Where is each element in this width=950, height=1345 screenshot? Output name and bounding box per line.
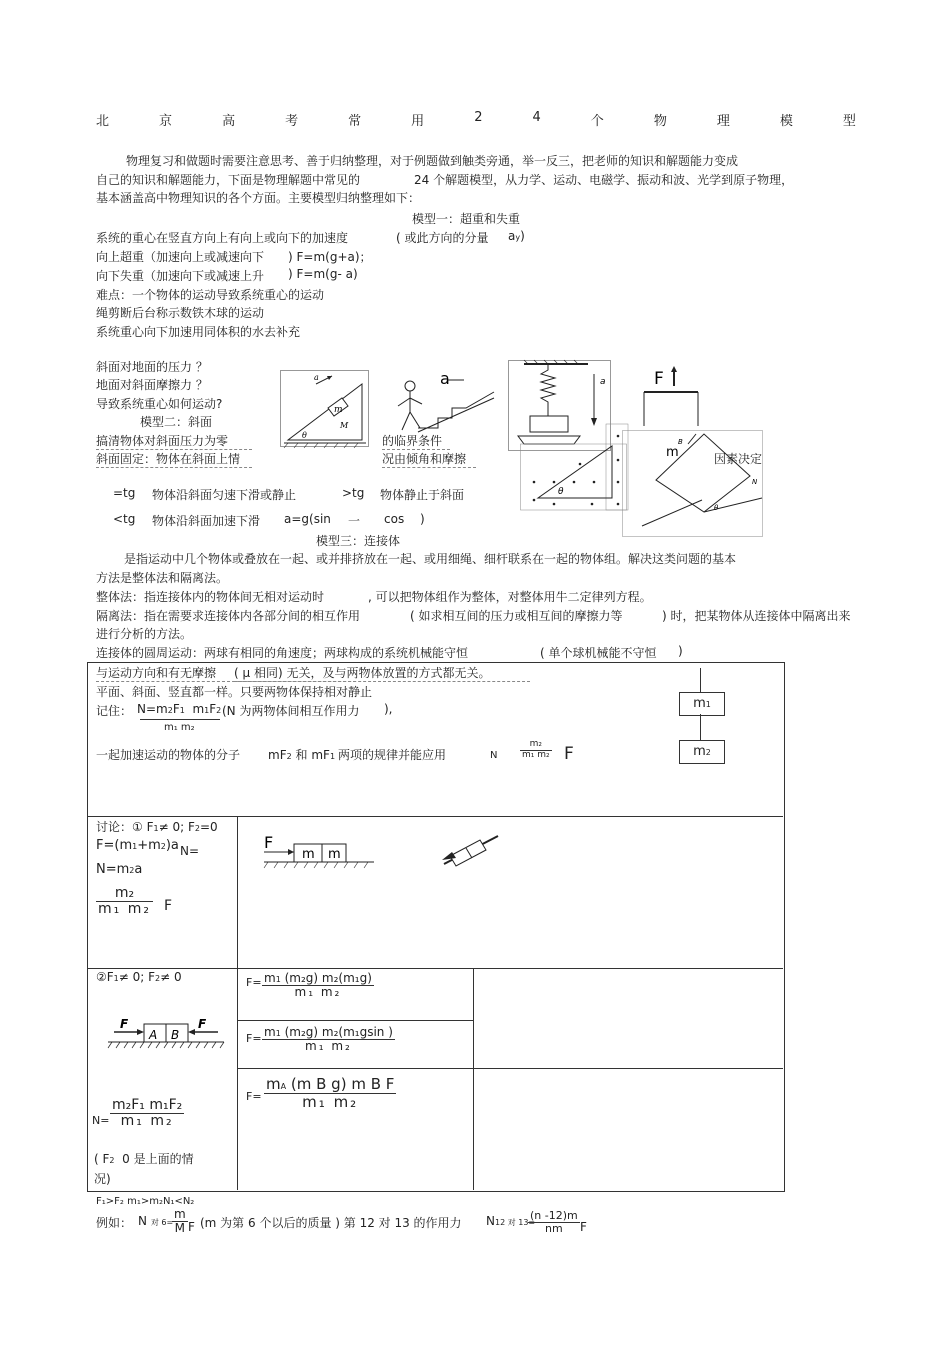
fig-theta-label-2: θ [558,487,564,497]
incline-figure [280,370,370,450]
c2-fraction: $\frac{\text{m1 (m₂g) m₂(m₁gsin )}}{\text{m₁ m₂}}$ [264,1025,393,1054]
page-title [96,110,856,129]
r3-B: B [171,1028,180,1042]
c2-F: F= [246,1032,262,1045]
model3-heading: 模型三：连接体 [316,534,401,548]
title-char: 常 [348,114,362,129]
model2-heading: 模型二：斜面 [140,415,213,429]
block-top: m1 [679,692,725,716]
model1-line2b: ) F=m(g+a)； [288,250,372,264]
c3-fraction: $\frac{\text{mA (m B g) m B F}}{\text{m₁ m₂}}$ [266,1075,395,1111]
model1-heading: 模型一：超重和失重 [412,212,521,226]
footer-text: (m 为第 6 个以后的质量 ) 第 12 对 13 的作用力 [200,1216,462,1230]
title-char: 北 [96,114,110,129]
model1-line5: 绳剪断后台称示数铁木球的运动 [96,306,265,320]
fig-theta-label: θ [302,431,307,440]
r1-N: N [490,750,498,761]
intro-line-3: 基本涵盖高中物理知识的各个方面。主要模型归纳整理如下： [96,191,421,205]
model2-q3: 导致系统重心如何运动? [96,397,223,411]
r1-line3a: 记住： [96,704,133,718]
r2-N-eq: N= [180,844,200,858]
model2-r2c: a=g(sin [284,512,331,526]
title-char: 京 [159,114,173,129]
r1-F: F [564,744,574,764]
model3-p4: 连接体的圆周运动：两球有相同的角速度；两球构成的系统机械能守恒 [96,646,469,660]
r2-fig-F: F [264,833,274,852]
title-char: 用 [411,114,425,129]
title-char: 2 [474,110,483,125]
model1-line1b: ( 或此方向的分量 [396,231,489,245]
fig2-a-label: a [440,369,450,388]
r1-line2: 平面、斜面、竖直都一样。只要两物体保持相对静止 [96,685,373,699]
model2-r2e: cos [384,512,405,526]
table-inner-col [473,968,474,1190]
title-char: 物 [653,114,667,129]
model3-p4c: ) [678,644,683,658]
model2-line2c: 因素决定 [714,452,763,466]
footer-F2: F [580,1220,587,1234]
r1-denominator: m₁ m₂ [164,722,195,733]
model3-p4b: ( 单个球机械能不守恒 [540,646,657,660]
model2-r2f: ) [420,512,425,526]
table-row-divider-2 [87,968,783,969]
model2-r2b: 物体沿斜面加速下滑 [152,514,261,528]
r2-fig-m2: m [328,847,341,862]
r2-fig-m1: m [302,847,315,862]
field-incline-figure [520,420,630,512]
fig-m-label: m [334,405,343,415]
table-row-divider-1 [87,816,783,817]
r3-A: A [149,1028,158,1042]
model3-p3d: 进行分析的方法。 [96,627,193,641]
footer-F1: F [188,1220,195,1234]
model1-line6: 系统重心向下加速用同体积的水去补充 [96,325,301,339]
r2-blocks-figure [264,832,374,872]
model1-line1: 系统的重心在竖直方向上有向上或向下的加速度 [96,231,349,245]
r3-discussion: ②F1≠ 0; F2≠ 0 [96,970,182,984]
fig-a-label: a [314,373,319,382]
model3-p1b: 方法是整体法和隔离法。 [96,571,229,585]
r3-F1: F [120,1017,129,1031]
model3-p2b: , 可以把物体组作为整体，对整体用牛二定律列方程。 [368,590,652,604]
title-char: 个 [590,114,604,129]
r3-AB-figure [108,1014,224,1052]
footer-N6: N 对 6= [138,1214,174,1228]
wedge-figure [622,430,772,540]
footer-N12: N12 对 13= [486,1214,536,1228]
block-top-rope [700,668,701,692]
r1-formula: N=m2F1 m1F2 [137,702,222,716]
r1-line1: 与运动方向和有无摩擦 [96,664,356,682]
model1-line1c: ay) [508,229,525,243]
r2-discussion: 讨论：① F1≠ 0; F2=0 [96,820,218,834]
footer-frac1: $\frac{m}{M}$ [174,1207,186,1236]
model1-line3b: ) F=m(g- a) [288,267,358,281]
model2-q1: 斜面对地面的压力 ？ [96,360,208,374]
r3-fraction: $\frac{\text{m₂F₁ m₁F₂}}{\text{m₁ m₂}}$ [112,1097,183,1130]
title-char: 型 [842,114,856,129]
table-inner-row-2 [237,1068,783,1069]
model3-p3: 隔离法：指在需要求连接体内各部分间的相互作用 [96,609,361,623]
r1-line4: 一起加速运动的物体的分子 [96,748,241,762]
intro-line-2: 自己的知识和解题能力，下面是物理解题中常见的 [96,173,361,187]
model3-p2: 整体法：指连接体内的物体间无相对运动时 [96,590,325,604]
fig-F-label: F [654,369,664,389]
model2-r1a: =tg [113,486,136,500]
model1-line3: 向下失重（加速向下或减速上升 [96,269,265,283]
r1-line1b: ( μ 相同) 无关，及与两物体放置的方式都无关。 [234,664,530,682]
table-col-divider [237,816,238,1190]
r3-note: ( F2 0 是上面的情 [94,1152,194,1166]
r2-tilted-blocks-figure [440,830,500,866]
footer-frac2: $\frac{(n -12)m}{nm}$ [530,1209,578,1236]
person-stairs-figure [388,368,498,448]
model2-r1d: 物体静止于斜面 [380,488,465,502]
r1-small-frac: $\frac{\text{m₂}}{\text{m₁ m₂}}$ [522,739,550,760]
model2-line2: 斜面固定：物体在斜面上情 [96,450,252,468]
title-char: 考 [285,114,299,129]
model3-p1: 是指运动中几个物体或叠放在一起、或并排挤放在一起、或用细绳、细杆联系在一起的物体组。解决这类问题的基本 [124,552,737,566]
model2-r1c: >tg [342,486,365,500]
r1-fraction-line [140,719,220,720]
pulley-figure [640,366,704,426]
r2-fraction: $\frac{\text{m₂}}{\text{m₁ m₂}}$ [98,885,151,918]
title-char: 高 [222,114,236,129]
fig-B-label: B [678,438,683,446]
r2-F: F [164,898,173,914]
c1-F: F= [246,976,262,989]
intro-line-1: 物理复习和做题时需要注意思考、善于归纳整理，对于例题做到触类旁通，举一反三，把老师的知识和解题能力变成 [126,154,739,168]
block-bottom: m2 [679,740,725,764]
model3-p3c: ) 时，把某物体从连接体中隔离出来 [662,609,851,623]
fig-theta-label-3: θ [714,504,719,512]
r3-N: N= [92,1114,110,1127]
r2-formula-N: N=m2a [96,862,143,877]
model1-line4: 难点：一个物体的运动导致系统重心的运动 [96,288,325,302]
model2-q2: 地面对斜面摩擦力 ？ [96,378,208,392]
model2-line1: 搞清物体对斜面压力为零 [96,432,252,450]
r1-line4b: mF2 和 mF1 [268,748,336,762]
model2-r1b: 物体沿斜面匀速下滑或静止 [152,488,297,502]
block-rope [700,714,701,740]
r2-formula-F: F=(m1+m2)a [96,838,179,853]
model2-line1b: 的临界条件 [382,432,450,450]
fig-m-label-2: m [666,445,679,460]
model3-p3b: ( 如求相互间的压力或相互间的摩擦力等 [410,609,623,623]
fig-M-label: M [340,421,349,430]
table-inner-row-1 [237,1020,473,1021]
title-char: 理 [716,114,730,129]
title-char: 模 [779,114,793,129]
model2-r2a: <tg [113,512,136,526]
c1-fraction: $\frac{\text{m1 (m₂g) m₂(m₁g)}}{\text{m₁ m₂}}$ [264,971,372,1000]
fig3-a-label: a [600,377,606,387]
model2-r2d: 一 [348,514,361,528]
r3-F2: F [198,1017,207,1031]
title-char: 4 [532,110,541,125]
fig-N-label: N [752,478,758,486]
footer-line1: F₁>F₂ m₁>m₂N₁<N₂ [96,1196,195,1207]
r3-note3: 况) [94,1172,111,1186]
r1-line4d: 两项的规律并能应用 [338,748,447,762]
model1-line2: 向上超重（加速向上或减速向下 [96,250,265,264]
footer-example: 例如： [96,1216,133,1230]
intro-line-2b: 24 个解题模型，从力学、运动、电磁学、振动和波、光学到原子物理， [414,173,794,187]
r1-line3f: (N 为两物体间相互作用力 [222,704,360,718]
model2-line2b: 况由倾角和摩擦 [382,450,476,468]
c3-F: F= [246,1090,262,1103]
r1-line3g: ), [384,702,393,716]
